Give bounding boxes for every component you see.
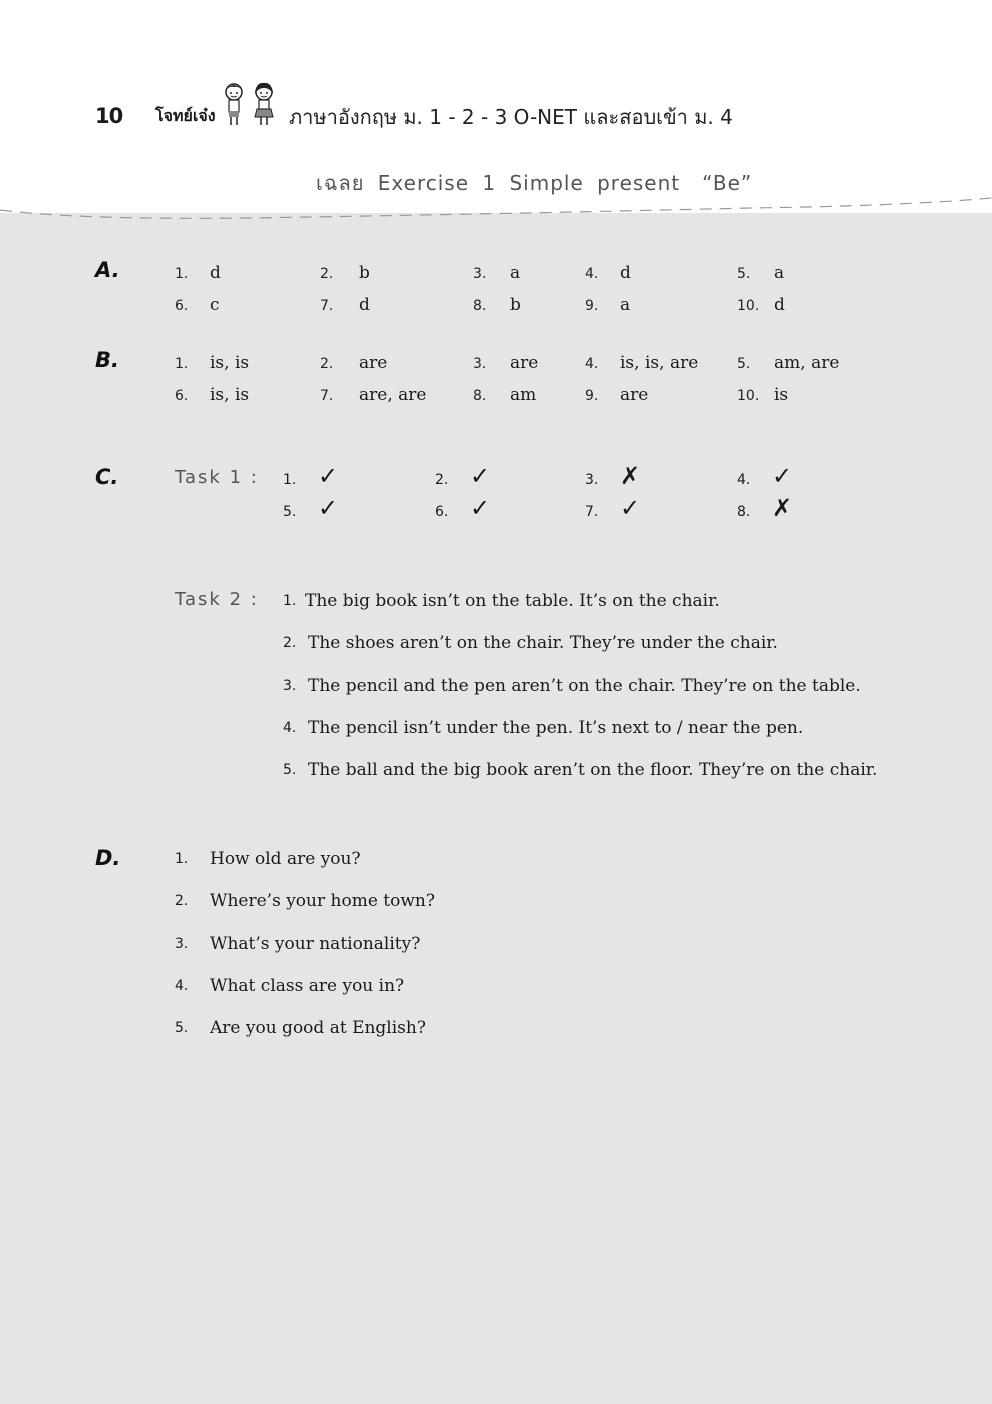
task2-sentence-number: 1.	[283, 593, 297, 609]
section-b-answer-number: 6.	[175, 388, 189, 404]
task1-label: Task 1 :	[175, 467, 259, 488]
section-a-answer-value: a	[510, 263, 521, 283]
task1-item-number: 3.	[585, 472, 599, 488]
section-a-answer-value: b	[359, 263, 370, 283]
section-d-question-number: 2.	[175, 893, 189, 910]
section-b-answer-value: are	[510, 353, 539, 373]
section-a-answer-number: 1.	[175, 266, 189, 282]
section-b-answer-cell	[320, 385, 427, 405]
section-d-question-number: 1.	[175, 851, 189, 867]
section-b-answer-cell	[737, 385, 789, 405]
section-b-answer-number: 10.	[737, 388, 760, 404]
section-b-answer-number: 8.	[473, 388, 487, 404]
brand-title: โจทย์เจ๋ง	[155, 106, 216, 125]
task1-item-number: 2.	[435, 472, 449, 488]
check-mark-icon: ✓	[318, 494, 339, 522]
section-a-answer-number: 5.	[737, 266, 751, 282]
section-d-question-text: What class are you in?	[210, 975, 405, 996]
page-header	[0, 0, 992, 215]
check-mark-icon: ✓	[772, 462, 793, 490]
section-a-answer-number: 2.	[320, 266, 334, 282]
task2-sentence-number: 4.	[283, 719, 297, 736]
dashed-divider	[0, 196, 992, 226]
section-d-question-number: 4.	[175, 977, 189, 994]
section-b-answer-value: am, are	[774, 353, 840, 373]
task2-sentence-text: The shoes aren’t on the chair. They’re under the chair.	[308, 633, 778, 654]
section-b-answer-value: is	[774, 385, 789, 405]
check-mark-icon: ✓	[620, 494, 641, 522]
section-b-answer-number: 7.	[320, 388, 334, 404]
page-number: 10	[95, 104, 123, 128]
section-b-answer-number: 2.	[320, 356, 334, 372]
section-a-answer-number: 6.	[175, 298, 189, 314]
task1-item-number: 6.	[435, 504, 449, 520]
section-a-answer-cell	[175, 263, 221, 283]
section-a-answer-cell	[473, 263, 521, 283]
section-d-question-number: 3.	[175, 935, 189, 952]
cross-mark-icon: ✗	[620, 462, 641, 490]
section-a-answer-number: 7.	[320, 298, 334, 314]
task2-sentence-text: The pencil isn’t under the pen. It’s next to / near the pen.	[308, 717, 804, 738]
section-a-answer-cell	[737, 263, 785, 283]
task2-label: Task 2 :	[175, 589, 259, 610]
section-b-answer-value: is, is	[210, 385, 250, 405]
section-c-letter: C.	[95, 465, 119, 489]
section-b-answer-value: are, are	[359, 385, 427, 405]
exercise-quote: “Be”	[702, 171, 753, 195]
section-d-letter: D.	[95, 846, 121, 870]
section-a-answer-value: c	[210, 295, 220, 315]
exercise-title-text: เฉลย Exercise 1 Simple present	[316, 171, 681, 195]
section-b-answer-value: is, is, are	[620, 353, 699, 373]
cross-mark-icon: ✗	[772, 494, 793, 522]
section-a-answer-value: a	[774, 263, 785, 283]
section-b-answer-cell	[473, 353, 539, 373]
section-b-answer-cell	[175, 385, 250, 405]
section-a-answer-cell	[175, 295, 220, 315]
section-d-question-text: What’s your nationality?	[210, 933, 421, 954]
section-a-answer-number: 4.	[585, 266, 599, 282]
answer-panel	[0, 213, 992, 1404]
task1-item-number: 8.	[737, 504, 751, 520]
section-b-answer-cell	[585, 353, 699, 373]
task2-sentence-text: The pencil and the pen aren’t on the chair. They’re on the table.	[308, 675, 861, 696]
section-a-answer-value: a	[620, 295, 631, 315]
section-a-answer-value: d	[774, 295, 785, 315]
section-b-answer-value: am	[510, 385, 537, 405]
section-a-answer-cell	[585, 295, 631, 315]
section-b-answer-number: 3.	[473, 356, 487, 372]
task2-sentence-number: 2.	[283, 635, 297, 652]
section-a-answer-cell	[320, 263, 370, 283]
section-b-answer-number: 9.	[585, 388, 599, 404]
task1-item-number: 5.	[283, 504, 297, 520]
section-d-question-number: 5.	[175, 1020, 189, 1037]
section-a-answer-number: 10.	[737, 298, 760, 314]
section-a-answer-number: 8.	[473, 298, 487, 314]
task1-item-number: 7.	[585, 504, 599, 520]
section-b-answer-cell	[473, 385, 537, 405]
section-b-answer-cell	[737, 353, 840, 373]
task2-sentence-number: 3.	[283, 677, 297, 694]
section-a-answer-cell	[473, 295, 521, 315]
section-a-answer-value: d	[359, 295, 370, 315]
kids-illustration-icon	[220, 80, 280, 130]
section-b-answer-cell	[320, 353, 388, 373]
check-mark-icon: ✓	[470, 494, 491, 522]
section-b-answer-value: is, is	[210, 353, 250, 373]
section-a-answer-number: 9.	[585, 298, 599, 314]
section-b-answer-number: 5.	[737, 356, 751, 372]
section-a-answer-value: b	[510, 295, 521, 315]
task1-item-number: 1.	[283, 472, 297, 488]
task2-sentence-text: The ball and the big book aren’t on the floor. They’re on the chair.	[308, 760, 878, 781]
section-a-answer-number: 3.	[473, 266, 487, 282]
section-d-question-text: Where’s your home town?	[210, 891, 435, 912]
section-b-answer-number: 1.	[175, 356, 189, 372]
section-b-answer-number: 4.	[585, 356, 599, 372]
exercise-title	[316, 167, 752, 199]
task2-sentence-text: The big book isn’t on the table. It’s on the chair.	[305, 591, 720, 611]
task2-sentence-number: 5.	[283, 762, 297, 779]
section-d-question-text: Are you good at English?	[210, 1018, 426, 1039]
subject-title: ภาษาอังกฤษ ม. 1 - 2 - 3 O-NET และสอบเข้า ม. 4	[289, 105, 733, 129]
section-b-answer-cell	[585, 385, 649, 405]
section-a-answer-cell	[320, 295, 370, 315]
section-b-answer-value: are	[620, 385, 649, 405]
section-b-answer-value: are	[359, 353, 388, 373]
check-mark-icon: ✓	[470, 462, 491, 490]
section-a-answer-cell	[737, 295, 785, 315]
section-b-letter: B.	[95, 348, 119, 372]
section-a-answer-value: d	[210, 263, 221, 283]
section-b-answer-cell	[175, 353, 250, 373]
check-mark-icon: ✓	[318, 462, 339, 490]
section-a-answer-cell	[585, 263, 631, 283]
section-a-answer-value: d	[620, 263, 631, 283]
section-a-letter: A.	[95, 258, 120, 282]
section-d-question-text: How old are you?	[210, 849, 361, 869]
task1-item-number: 4.	[737, 472, 751, 488]
